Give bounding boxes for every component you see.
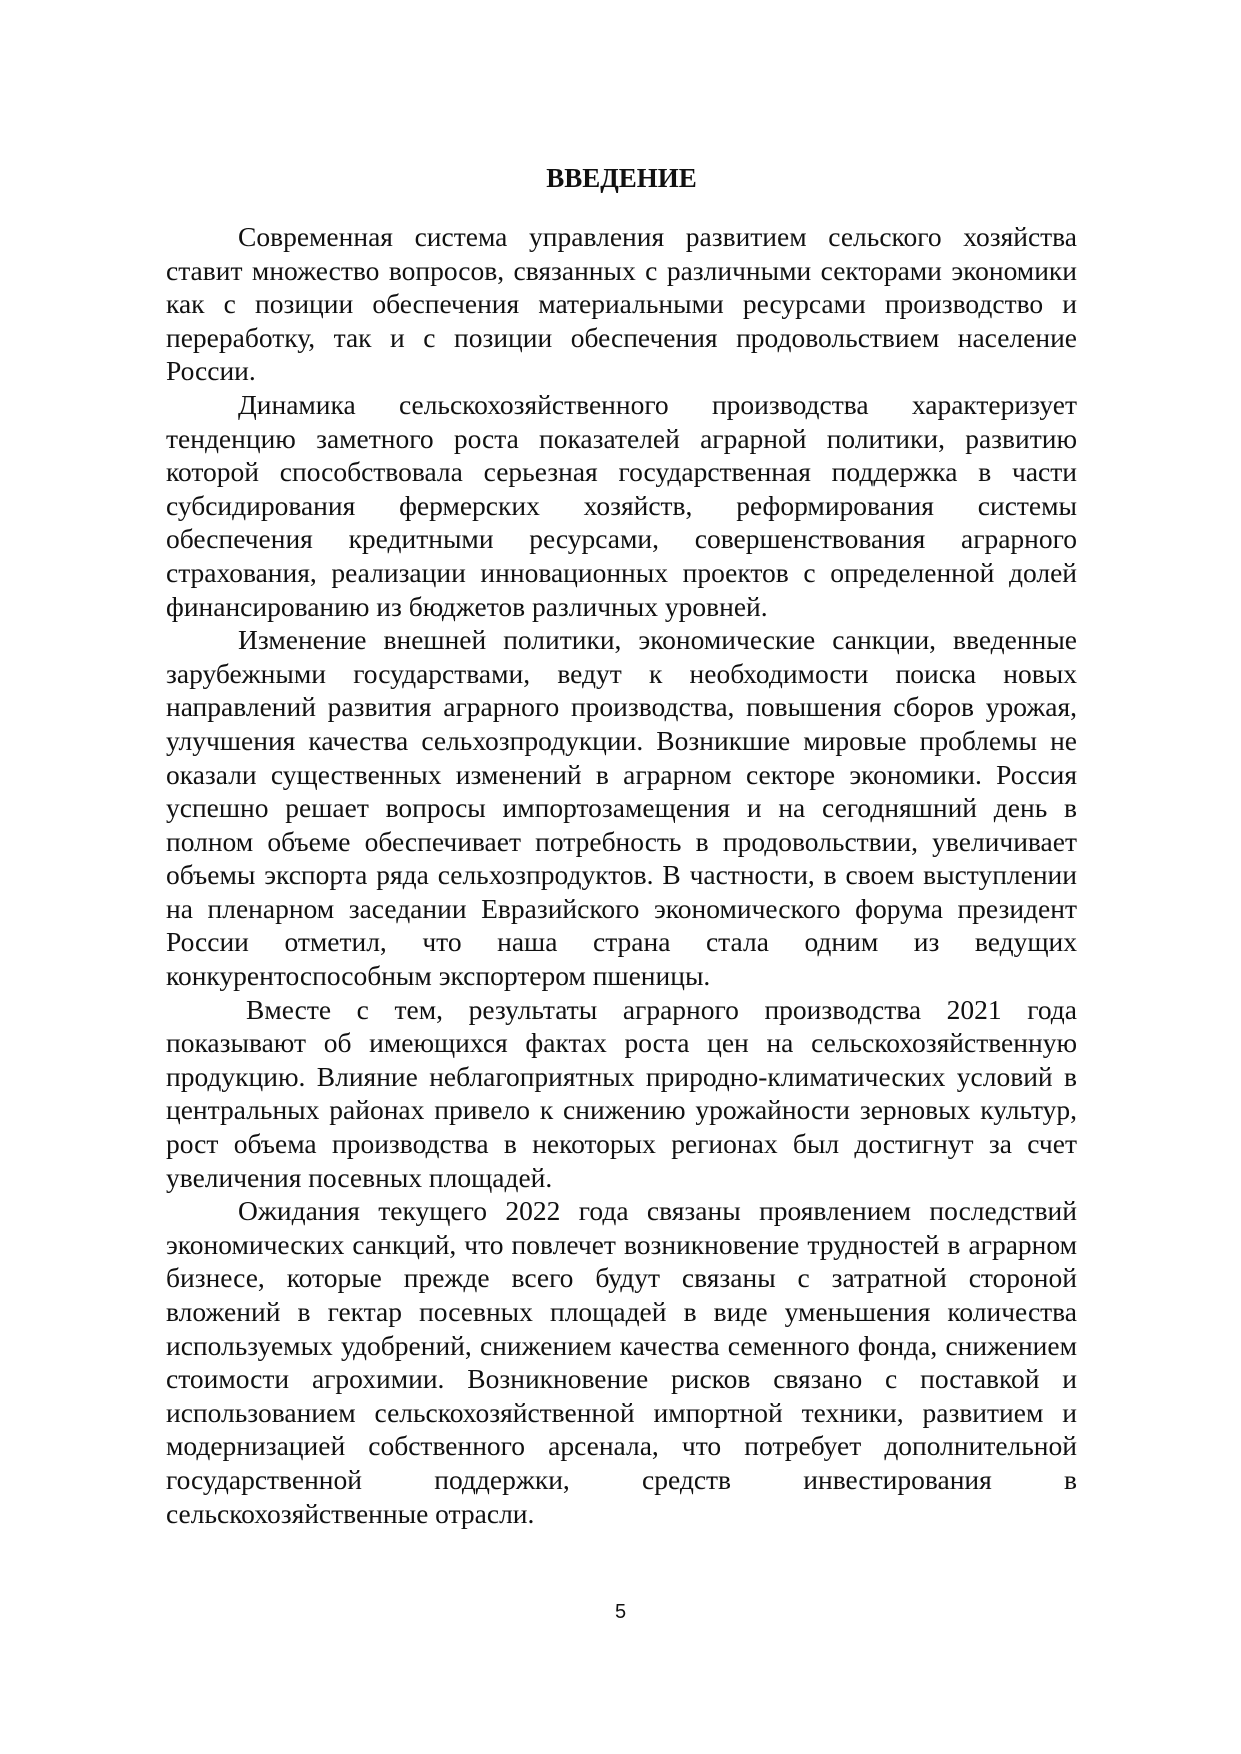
paragraph-5: Ожидания текущего 2022 года связаны проявлением последствий экономических санкций, что повлечет возникновение трудностей в аграрном бизнесе, которые прежде всего будут связаны с затратной стороной вложений в гектар посевных площадей в виде уменьшения количества используемых удобрений, снижением качества семенного фонда, снижением стоимости агрохимии. Возникновение рисков связано с поставкой и использованием сельскохозяйственной импортной техники, развитием и модернизацией собственного арсенала, что потребует дополнительной государственной поддержки, средств инвестирования в сельскохозяйственные отрасли. <box>166 1195 1077 1529</box>
paragraph-2: Динамика сельскохозяйственного производства характеризует тенденцию заметного роста показателей аграрной политики, развитию которой способствовала серьезная государственная поддержка в части субсидирования фермерских хозяйств, реформирования системы обеспечения кредитными ресурсами, совершенствования аграрного страхования, реализации инновационных проектов с определенной долей финансированию из бюджетов различных уровней. <box>166 388 1077 622</box>
paragraph-4: Вместе с тем, результаты аграрного производства 2021 года показывают об имеющихся фактах роста цен на сельскохозяйственную продукцию. Влияние неблагоприятных природно-климатических условий в центральных районах привело к снижению урожайности зерновых культур, рост объема производства в некоторых регионах был достигнут за счет увеличения посевных площадей. <box>166 993 1077 1193</box>
page-content <box>166 158 1077 1530</box>
section-title: ВВЕДЕНИЕ <box>546 163 697 193</box>
paragraph-3: Изменение внешней политики, экономические санкции, введенные зарубежными государствами, ведут к необходимости поиска новых направлений развития аграрного производства, повышения сборов урожая, улучшения качества сельхозпродукции. Возникшие мировые проблемы не оказали существенных изменений в аграрном секторе экономики. Россия успешно решает вопросы импортозамещения и на сегодняшний день в полном объеме обеспечивает потребность в продовольствии, увеличивает объемы экспорта ряда сельхозпродуктов. В частности, в своем выступлении на пленарном заседании Евразийского экономического форума президент России отметил, что наша страна стала одним из ведущих конкурентоспособным экспортером пшеницы. <box>166 624 1077 992</box>
page-number: 5 <box>614 1601 627 1623</box>
paragraph-1: Современная система управления развитием сельского хозяйства ставит множество вопросов, связанных с различными секторами экономики как с позиции обеспечения материальными ресурсами производство и переработку, так и с позиции обеспечения продовольствием население России. <box>166 221 1077 387</box>
